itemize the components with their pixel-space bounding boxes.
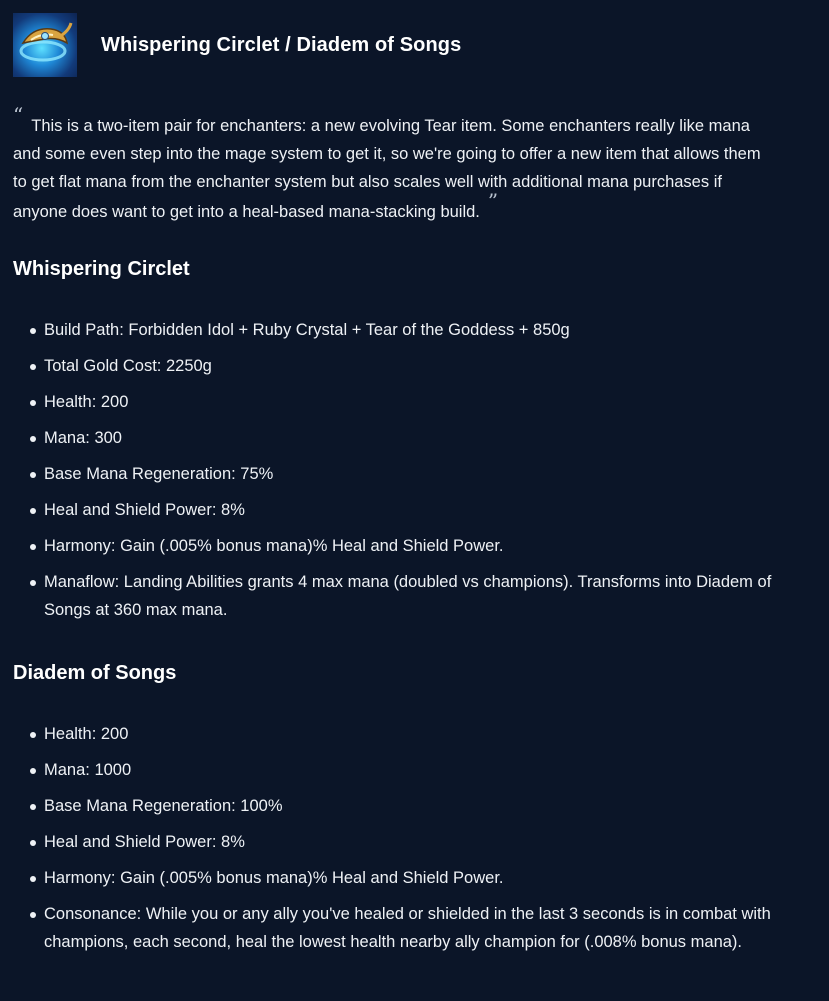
list-item: Total Gold Cost: 2250g — [26, 352, 801, 380]
list-item: Harmony: Gain (.005% bonus mana)% Heal and Shield Power. — [26, 864, 801, 892]
page-title: Whispering Circlet / Diadem of Songs — [101, 33, 462, 56]
list-item: Mana: 1000 — [26, 756, 801, 784]
list-item: Heal and Shield Power: 8% — [26, 496, 801, 524]
whispering-circlet-stats — [26, 316, 801, 632]
list-item: Heal and Shield Power: 8% — [26, 828, 801, 856]
section-title-diadem-of-songs: Diadem of Songs — [13, 662, 177, 684]
open-quote-mark: “ — [13, 103, 24, 127]
list-item: Manaflow: Landing Abilities grants 4 max mana (doubled vs champions). Transforms into Diadem of Songs at 360 max mana. — [26, 568, 801, 624]
list-item: Harmony: Gain (.005% bonus mana)% Heal and Shield Power. — [26, 532, 801, 560]
page-header — [13, 13, 461, 77]
list-item: Health: 200 — [26, 720, 801, 748]
close-quote-mark: ” — [487, 189, 499, 213]
list-item: Health: 200 — [26, 388, 801, 416]
list-item: Consonance: While you or any ally you've healed or shielded in the last 3 seconds is in combat with champions, each second, heal the lowest health nearby ally champion for (.008% bonus mana). — [26, 900, 801, 956]
list-item: Mana: 300 — [26, 424, 801, 452]
quote-text: This is a two-item pair for enchanters: a new evolving Tear item. Some enchanters really like mana and some even step into the mage system to get it, so we're going to offer a new item that allows them to get flat mana from the enchanter system but also scales well with additional mana purchases if anyone does want to get into a heal-based mana-stacking build. — [13, 117, 761, 221]
list-item: Base Mana Regeneration: 75% — [26, 460, 801, 488]
list-item: Build Path: Forbidden Idol + Ruby Crystal + Tear of the Goddess + 850g — [26, 316, 801, 344]
section-title-whispering-circlet: Whispering Circlet — [13, 258, 190, 280]
designer-quote — [13, 103, 773, 226]
circlet-item-icon — [13, 13, 77, 77]
list-item: Base Mana Regeneration: 100% — [26, 792, 801, 820]
diadem-of-songs-stats — [26, 720, 801, 964]
